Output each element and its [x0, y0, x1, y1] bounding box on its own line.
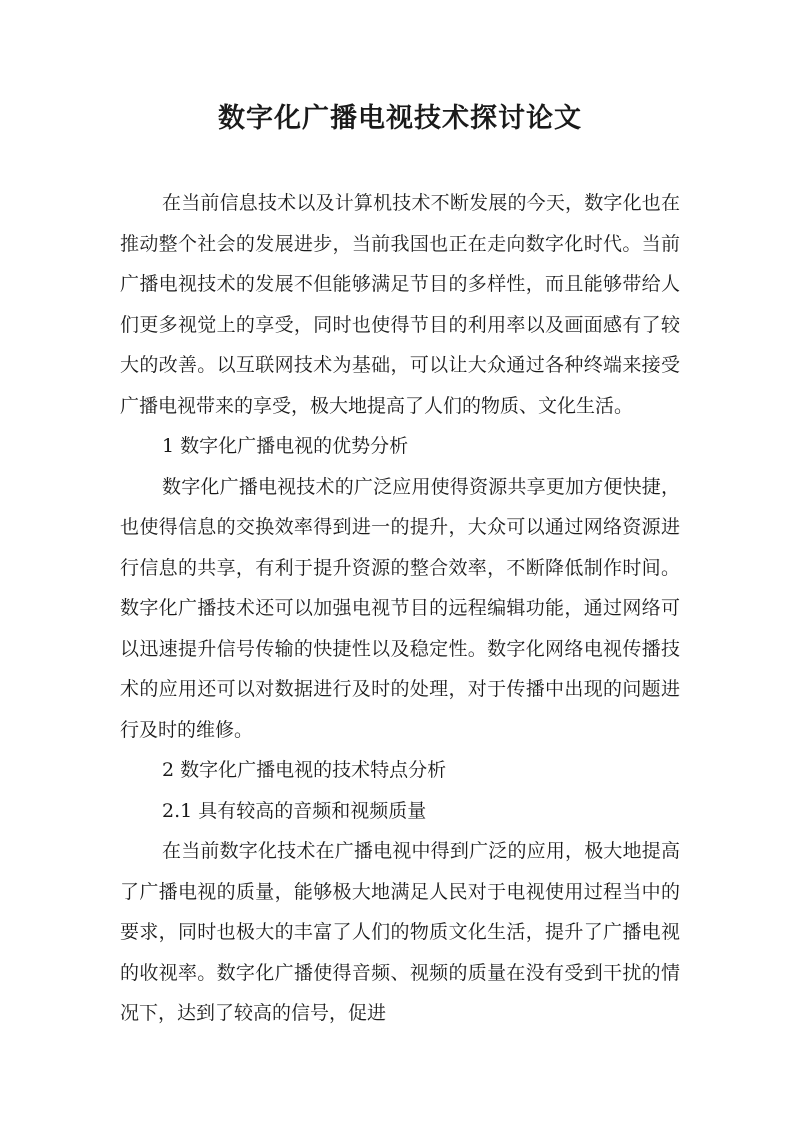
section-heading-1: 1 数字化广播电视的优势分析 — [162, 435, 409, 457]
intro-paragraph: 在当前信息技术以及计算机技术不断发展的今天，数字化也在推动整个社会的发展进步，当前我国也正在走向数字化时代。当前广播电视技术的发展不但能够满足节目的多样性，而且能够带给人们更多视觉上的享受，同时也使得节目的利用率以及画面感有了较大的改善。以互联网技术为基础，可以让大众通过各种终端来接受广播电视带来的享受，极大地提高了人们的物质、文化生活。 — [120, 192, 680, 417]
section-1-paragraph: 数字化广播电视技术的广泛应用使得资源共享更加方便快捷，也使得信息的交换效率得到进一的提升，大众可以通过网络资源进行信息的共享，有利于提升资源的整合效率，不断降低制作时间。数字化广播技术还可以加强电视节目的远程编辑功能，通过网络可以迅速提升信号传输的快捷性以及稳定性。数字化网络电视传播技术的应用还可以对数据进行及时的处理，对于传播中出现的问题进行及时的维修。 — [120, 475, 680, 741]
subsection-2-1-paragraph: 在当前数字化技术在广播电视中得到广泛的应用，极大地提高了广播电视的质量，能够极大地满足人民对于电视使用过程当中的要求，同时也极大的丰富了人们的物质文化生活，提升了广播电视的收视率。数字化广播使得音频、视频的质量在没有受到干扰的情况下，达到了较高的信号，促进 — [120, 840, 680, 1024]
document-body — [120, 183, 680, 1034]
section-heading-2: 2 数字化广播电视的技术特点分析 — [162, 759, 447, 781]
document-title: 数字化广播电视技术探讨论文 — [218, 103, 582, 134]
subsection-heading-2-1: 2.1 具有较高的音频和视频质量 — [162, 799, 427, 822]
